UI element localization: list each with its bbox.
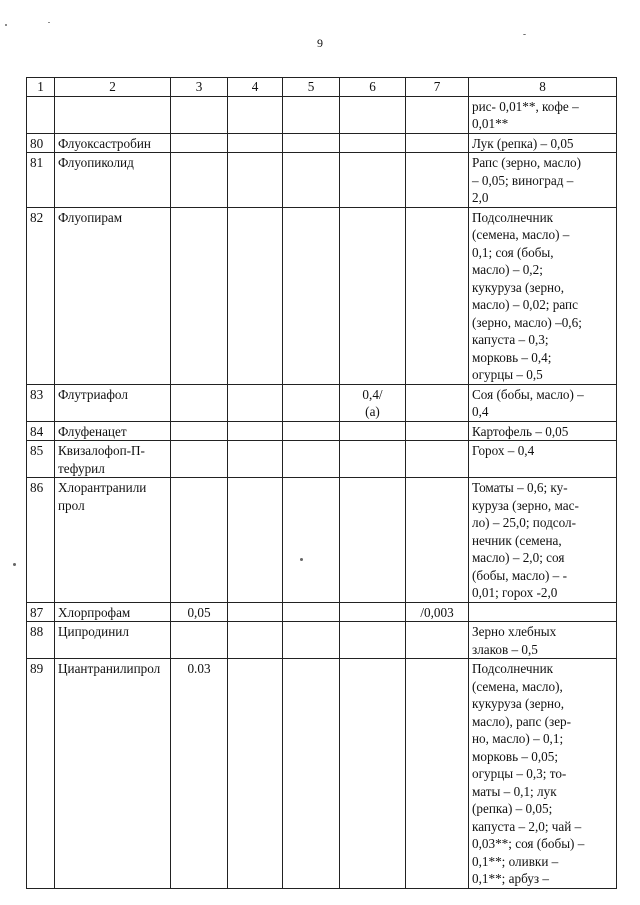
row-number: 80 — [27, 133, 55, 153]
cell-col6 — [340, 622, 406, 659]
cell-col7 — [406, 133, 469, 153]
substance-name: Флутриафол — [55, 384, 171, 421]
cell-col7 — [406, 622, 469, 659]
table-row — [27, 602, 617, 622]
crop-limits: Картофель – 0,05 — [469, 421, 617, 441]
scan-speck — [300, 558, 303, 561]
cell-col5 — [283, 96, 340, 133]
cell-col7 — [406, 478, 469, 603]
row-number — [27, 96, 55, 133]
cell-col5 — [283, 602, 340, 622]
table-row — [27, 421, 617, 441]
substance-name: Хлорантранили прол — [55, 478, 171, 603]
table-row — [27, 441, 617, 478]
cell-col6 — [340, 207, 406, 384]
cell-col3 — [171, 441, 228, 478]
table-row — [27, 659, 617, 889]
row-number: 88 — [27, 622, 55, 659]
cell-col7 — [406, 207, 469, 384]
substance-name: Циантранилипрол — [55, 659, 171, 889]
header-row — [27, 78, 617, 97]
header-cell: 7 — [406, 78, 469, 97]
header-cell: 8 — [469, 78, 617, 97]
cell-col3 — [171, 153, 228, 208]
table-row — [27, 384, 617, 421]
header-cell: 6 — [340, 78, 406, 97]
cell-col7 — [406, 384, 469, 421]
cell-col5 — [283, 478, 340, 603]
cell-col6 — [340, 602, 406, 622]
cell-col3 — [171, 421, 228, 441]
cell-col5 — [283, 622, 340, 659]
table-row — [27, 133, 617, 153]
row-number: 82 — [27, 207, 55, 384]
table-row — [27, 153, 617, 208]
cell-col5 — [283, 421, 340, 441]
cell-col5 — [283, 153, 340, 208]
cell-col4 — [228, 153, 283, 208]
residue-limits-table — [26, 77, 617, 889]
table-row — [27, 96, 617, 133]
substance-name: Флуопиколид — [55, 153, 171, 208]
header-cell: 3 — [171, 78, 228, 97]
row-number: 81 — [27, 153, 55, 208]
cell-col4 — [228, 207, 283, 384]
cell-col4 — [228, 133, 283, 153]
cell-col6 — [340, 153, 406, 208]
cell-col6 — [340, 478, 406, 603]
cell-col3 — [171, 478, 228, 603]
header-cell: 4 — [228, 78, 283, 97]
row-number: 83 — [27, 384, 55, 421]
cell-col5 — [283, 659, 340, 889]
cell-col4 — [228, 441, 283, 478]
cell-col5 — [283, 133, 340, 153]
table-row — [27, 207, 617, 384]
header-cell: 2 — [55, 78, 171, 97]
cell-col7 — [406, 96, 469, 133]
crop-limits: Подсолнечник (семена, масло), кукуруза (зерно, масло), рапс (зер- но, масло) – 0,1; морковь – 0,05; огурцы – 0,3; то- маты – 0,1; лук (репка) – 0,05; капуста – 2,0; чай – 0,03**; соя (бобы) – 0,1**; оливки – 0,1**; арбуз – — [469, 659, 617, 889]
crop-limits: Подсолнечник (семена, масло) – 0,1; соя (бобы, масло) – 0,2; кукуруза (зерно, масло) – 0,02; рапс (зерно, масло) –0,6; капуста – 0,3; морковь – 0,4; огурцы – 0,5 — [469, 207, 617, 384]
cell-col7: /0,003 — [406, 602, 469, 622]
scan-speck — [5, 24, 7, 26]
cell-col3 — [171, 622, 228, 659]
row-number: 89 — [27, 659, 55, 889]
crop-limits: Зерно хлебных злаков – 0,5 — [469, 622, 617, 659]
substance-name: Флуопирам — [55, 207, 171, 384]
crop-limits: Томаты – 0,6; ку- куруза (зерно, мас- ло) – 25,0; подсол- нечник (семена, масло) – 2,0; соя (бобы, масло) – - 0,01; горох -2,0 — [469, 478, 617, 603]
crop-limits — [469, 602, 617, 622]
substance-name: Флуоксастробин — [55, 133, 171, 153]
substance-name: Флуфенацет — [55, 421, 171, 441]
crop-limits: рис- 0,01**, кофе – 0,01** — [469, 96, 617, 133]
cell-col3: 0.03 — [171, 659, 228, 889]
crop-limits: Горох – 0,4 — [469, 441, 617, 478]
cell-col4 — [228, 96, 283, 133]
crop-limits: Лук (репка) – 0,05 — [469, 133, 617, 153]
cell-col4 — [228, 478, 283, 603]
cell-col3 — [171, 133, 228, 153]
crop-limits: Рапс (зерно, масло) – 0,05; виноград – 2,0 — [469, 153, 617, 208]
cell-col6 — [340, 659, 406, 889]
cell-col7 — [406, 153, 469, 208]
page-number: 9 — [317, 36, 323, 50]
substance-name: Хлорпрофам — [55, 602, 171, 622]
cell-col4 — [228, 659, 283, 889]
cell-col6 — [340, 96, 406, 133]
cell-col4 — [228, 384, 283, 421]
cell-col3: 0,05 — [171, 602, 228, 622]
cell-col6: 0,4/ (а) — [340, 384, 406, 421]
row-number: 86 — [27, 478, 55, 603]
row-number: 84 — [27, 421, 55, 441]
scan-speck — [523, 34, 526, 35]
cell-col7 — [406, 421, 469, 441]
substance-name: Квизалофоп-П- тефурил — [55, 441, 171, 478]
scan-speck — [13, 563, 16, 566]
cell-col7 — [406, 441, 469, 478]
header-cell: 1 — [27, 78, 55, 97]
cell-col4 — [228, 602, 283, 622]
cell-col4 — [228, 622, 283, 659]
cell-col5 — [283, 384, 340, 421]
crop-limits: Соя (бобы, масло) – 0,4 — [469, 384, 617, 421]
row-number: 87 — [27, 602, 55, 622]
cell-col5 — [283, 207, 340, 384]
cell-col6 — [340, 133, 406, 153]
cell-col7 — [406, 659, 469, 889]
cell-col3 — [171, 207, 228, 384]
substance-name: Ципродинил — [55, 622, 171, 659]
table-row — [27, 622, 617, 659]
row-number: 85 — [27, 441, 55, 478]
table-row — [27, 478, 617, 603]
cell-col4 — [228, 421, 283, 441]
cell-col3 — [171, 96, 228, 133]
cell-col6 — [340, 421, 406, 441]
cell-col6 — [340, 441, 406, 478]
substance-name — [55, 96, 171, 133]
scan-speck — [48, 22, 50, 23]
cell-col5 — [283, 441, 340, 478]
cell-col3 — [171, 384, 228, 421]
header-cell: 5 — [283, 78, 340, 97]
